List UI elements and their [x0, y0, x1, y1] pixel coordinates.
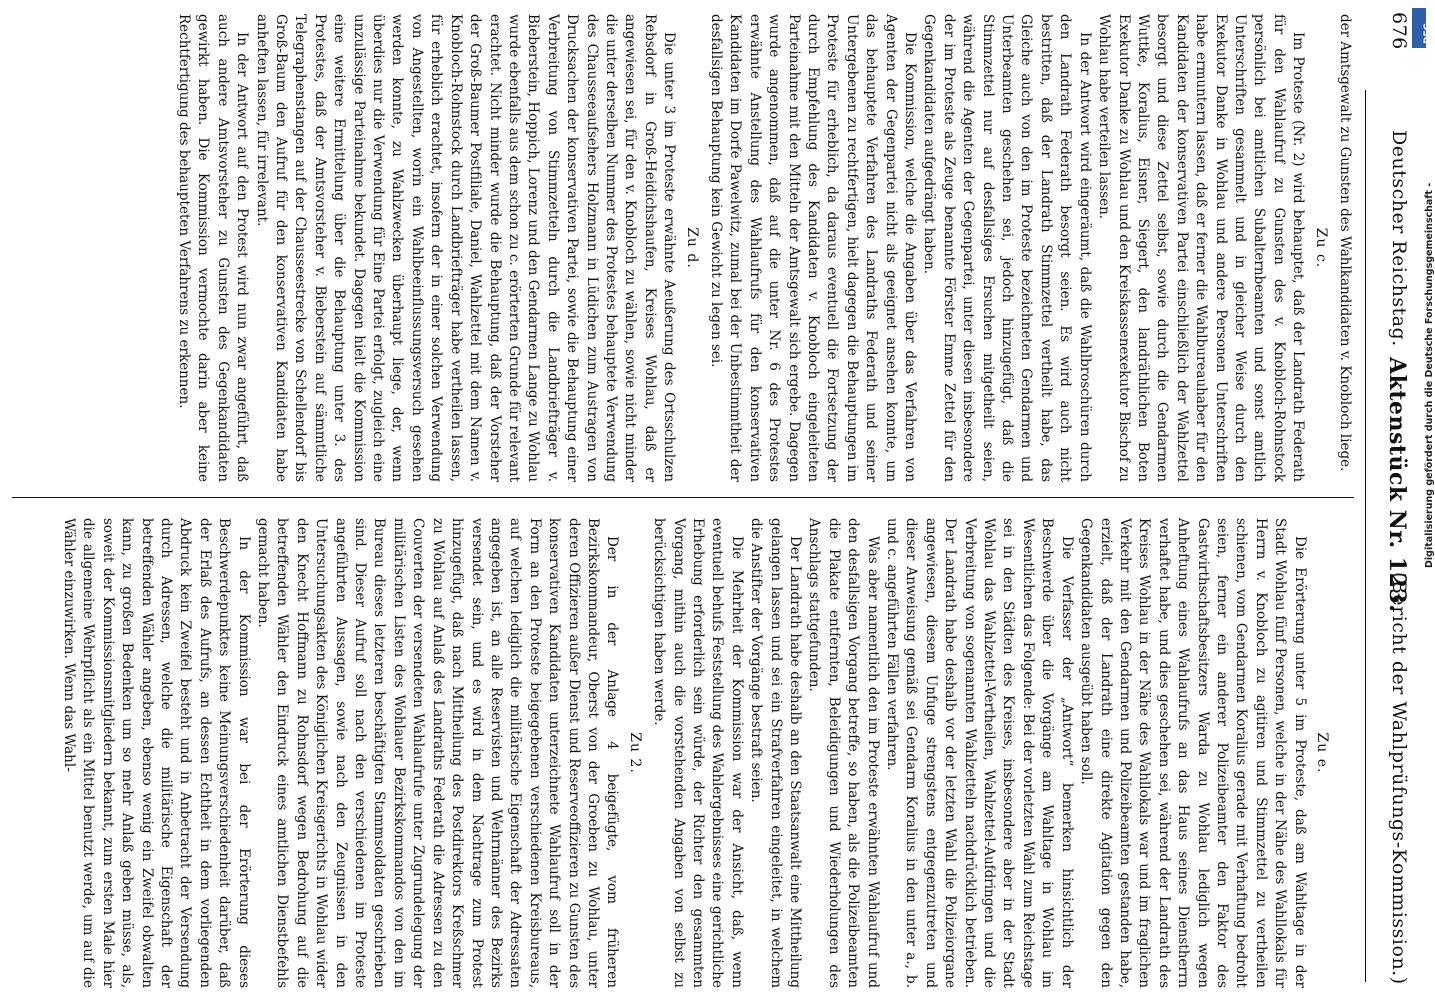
paragraph: Im Proteste (Nr. 2) wird behauptet, daß der Landrath Federath für den Wahlaufruf zu Gunsten des v. Knobloch-Rohnstock persönlich bei amtlichen Subalternbeamten und sonst amtlich Unterschriften gesammelt und in gleicher Weise durch den Exekutor Danke in Wohlau und andere Personen Unterschriften habe ermuntern lassen, daß er ferner die Wahlbureauhaber für den Kandidaten der konservativen Partei einschließlich der Wahlzettel besorgt und diese Zettel selbst, sowie durch die Gendarmen Wuttke, Koralius, Eisner, Siegert, den landräthlichen Boten Exekutor Danke zu Wohlau und den Kreiskassenexekutor Bischof zu Wohlau habe verteilen lassen. [1096, 14, 1307, 482]
column-divider [12, 497, 1354, 498]
paragraph: In der Antwort wird eingeräumt, daß die Wahlbroschüren durch den Landrath Federath besorgt seien. Es wird auch nicht bestritten, daß der Landrath Stimmzettel vertheilt habe, das Gleiche auch von den im Proteste bezeichneten Gendarmen und Unterbeamten geschehen sei, jedoch hinzugefügt, daß die Stimmzettel nur auf desfallsiges Ersuchen mitgetheilt seien, während die Agenten der Gegenpartei, unter diesen insbesondere der im Proteste als Zeuge benannte Förster Emme Zettel für den Gegenkandidaten aufgedrängt haben. [921, 14, 1093, 482]
running-header [1370, 12, 1410, 985]
section-heading: Zu c. [1312, 227, 1329, 269]
paragraph: In der Antwort auf den Protest wird nun zwar angeführt, daß auch andere Amtsvorsteher zu Gunsten des Gegenkandidaten gewirkt haben. Die Kommission vermochte darin aber keine Rechtfertigung des behaupteten Verfahrens zu erkennen. [176, 14, 251, 482]
left-column [174, 14, 1354, 482]
paragraph: Der Landrath habe deshalb an den Staatsanwalt eine Mittheilung gelangen lassen und sei ein Strafverfahren eingeleitet, in welchem die Anstifter der Vorgänge bestraft seien. [748, 518, 804, 988]
paragraph: Der in der Anlage 4 beigefügte, vom früheren Bezirkskommandeur, Oberst von der Groeben zu Wohlau, unter deren Offizieren außer Dienst und Reserveoffizieren zu Gunsten des konservativen Kandidaten unterzeichnete Wahlaufruf soll in der Form an den Proteste beigegebenen verschiedenen Kreisbureaus, auf welchen lediglich die militärische Eigenschaft der Adressaten angegeben ist, an alle Reservisten und Wehrmänner des Bezirks versendet sein, und es wird in dem Nachtrage zum Protest hinzugefügt, daß nach Mittheilung des Postdirektors Kreßschmer zu Wohlau auf Anlaß des Landraths Federath die Adressen zu den Couverten der versendeten Wahlaufrufe unter Zugrundelegung der militärischen Listen des Wohlauer Bezirkskommandos von den im Bureau dieses letzteren beschäftigten Stammsoldaten geschrieben sind. Dieser Aufruf soll nach den verschiedenen im Proteste angeführten Aussagen, sowie nach den Zeugnissen in den Untersuchungsakten des Königlichen Kreisgerichts in Wohlau wider den Knecht Hoffmann zu Rohnsdorf wegen Bedrohung auf die betreffenden Wähler den Eindruck eines amtlichen Dienstbefehls gemacht haben. [255, 518, 621, 988]
paragraph: In der Kommission war bei der Erörterung dieses Beschwerdepunktes keine Meinungsverschiedenheit darüber, daß der Erlaß des Aufrufs, an dessen Echtheit in dem vorliegenden Abdruck kein Zweifel besteht und in Anbetracht der Versendung durch Adressen, welche die militärische Eigenschaft der betreffenden Wähler angeben, ebenso wenig ein Zweifel obwalten kann, zu großen Bedenken um so mehr Anlaß geben müsse, als, soweit der Kommissionsmitgliedern bekannt, zum ersten Male hier die allgemeine Wehrpflicht als ein Mittel benutzt werde, um auf die Wähler einzuwirken. Wenn das Wahl- [61, 518, 252, 988]
header-rule [1365, 90, 1366, 982]
section-heading: Zu e. [1314, 732, 1330, 774]
credit-text: Digitalisierung gefördert durch die Deutsche Forschungsgemeinschaft - [1424, 182, 1435, 568]
paragraph: Die Mehrheit der Kommission war der Ansicht, daß, wenn eventuell behufs Feststellung des Wahlergebnisses eine gerichtliche Erhebung erforderlich sein würde, der Richter den gesammten Vorgang, mithin auch die vorstehenden Angaben von selbst zu berücksichtigen haben werde. [651, 518, 745, 988]
paragraph: Die Kommission, welche die Angaben über das Verfahren von Agenten der Gegenpartei nicht als geeignet ansehen konnte, um das behauptete Verfahren des Landraths Federath und seiner Untergebenen zu rechtfertigen, hielt dagegen die Behauptungen im Proteste für erheblich, da daraus eventuell die Fortsetzung der durch Empfehlung des Kandidaten v. Knobloch eingeleiteten Parteinahme mit den Mitteln der Amtsgewalt sich ergebe. Dagegen wurde angenommen, daß auf die unter Nr. 6 des Protestes erwähnte Anstellung des Wahlaufrufs für den konservativen Kandidaten im Dorfe Pawelwitz, zumal bei der Unbestimmtheit der desfallsigen Behauptung kein Gewicht zu legen sei. [708, 14, 919, 482]
dfg-logo [1412, 8, 1433, 48]
report-title: (Bericht der Wahlprüfungs-Kommission.) [1388, 572, 1410, 985]
right-column [59, 518, 1336, 988]
paragraph: Die unter 3 im Proteste erwähnte Aeußerung des Ortsschulzen Rebsdorf in Groß-Heidichshaufen, Kreises Wohlau, daß er angewiesen sei, für den v. Knobloch zu wählen, sowie nicht minder die unter derselben Nummer des Protestes behauptete Verwendung des Chausseeaufsehers Holzmann in Lüdichen zum Austragen von Drucksachen der konservativen Partei, sowie die Behauptung einer Verbreitung von Stimmzetteln durch die Landbriefträger v. Bieberstein, Hoppich, Lorenz und den Gendarmen Lange zu Wohlau wurde ebenfalls aus dem schon zu c. erörterten Grunde für relevant erachtet. Nicht minder wurde die Behauptung, daß der Vorsteher der Groß-Baumer Postfiliale, Daniel, Wahlzettel mit dem Namen v. Knobloch-Rohnstock durch Landbriefträger habe vertheilen lassen, für erheblich erachtet, insofern der in einer solchen Verwendung von Angestellten, worin ein Wahlbeeinflussungsversuch gesehen werden konnte, zu Wahlzwecken überhaupt liege, der, wenn überdies nur die Verwendung für Eine Partei erfolgt, zugleich eine unzulässige Parteinahme bekundet. Dagegen hielt die Kommission eine weitere Ermittelung über die Behauptung unter 3. des Protestes, daß der Amtsvorsteher v. Bieberstein auf sämmtliche Telegraphenstangen auf der Chausseestrecke von Schellendorf bis Groß-Baum den Aufruf für den konservativen Kandidaten habe anheften lassen, für irrelevant. [253, 14, 678, 482]
dfg-logo-text: DFG [1423, 22, 1433, 44]
paragraph: Die Erörterung unter 5 im Proteste, daß am Wahltage in der Stadt Wohlau fünf Personen, welche in der Nähe des Wahllokals für Herrn v. Knobloch zu agitiren und Stimmzettel zu vertheilen schienen, vom Gendarmen Koralius gerade mit Verhaftung bedroht seien, ferner ein anderer Polizeibeamter den Faktor des Gastwirthschaftsbesitzers Warda zu Wohlau lediglich wegen Anheftung eines Wahlaufrufs an das Haus seines Dienstherrn verhaftet habe, und dies geschehen sei, während der Landrath des Kreises Wohlau in der Nähe des Wahllokals war und im fraglichen Verkehr mit den Gendarmen und Polizeibeamten gestanden habe, erzielt, daß der Landrath eine direkte Agitation gegen den Gegenkandidaten ausgeübt haben soll. [1078, 518, 1308, 988]
paragraph: Was aber namentlich den im Proteste erwähnten Wahlaufruf und den desfallsigen Vorgang betreffe, so haben, als die Polizeibeamten die Plakate entfernten, Beleidigungen und Wiederholungen des Anschlags stattgefunden. [806, 518, 881, 988]
document-number: Aktenstück Nr. 123. [1384, 357, 1410, 613]
section-heading: Zu 2. [626, 732, 643, 774]
publication-title: Deutscher Reichstag. [1388, 130, 1410, 347]
paragraph: Die Verfasser der „Antwort“ bemerken hinsichtlich der Beschwerde über die Vorgänge am Wahltage in Wohlau im Wesentlichen das Folgende: Bei der vorletzten Wahl zum Reichstage sei in den Städten des Kreises, insbesondere aber in der Stadt Wohlau das Wahlzettel-Vertheilen, Wahlzettel-Aufdringen und die Verbreitung von sogenannten Wahlzetteln nachdrücklich betrieben. Der Landrath habe deshalb vor der letzten Wahl die Polizeiorgane angewiesen, diesem Unfuge strengstens entgegenzutreten und dieser Anweisung gemäß sei Gendarm Koralius in den unter a., b. und c. angeführten Fällen verfahren. [884, 518, 1075, 988]
section-heading: Zu d. [683, 227, 700, 269]
page-number: 676 [1388, 12, 1410, 50]
paragraph: der Amtsgewalt zu Gunsten des Wahlkandidaten v. Knobloch liege. [1337, 14, 1353, 472]
